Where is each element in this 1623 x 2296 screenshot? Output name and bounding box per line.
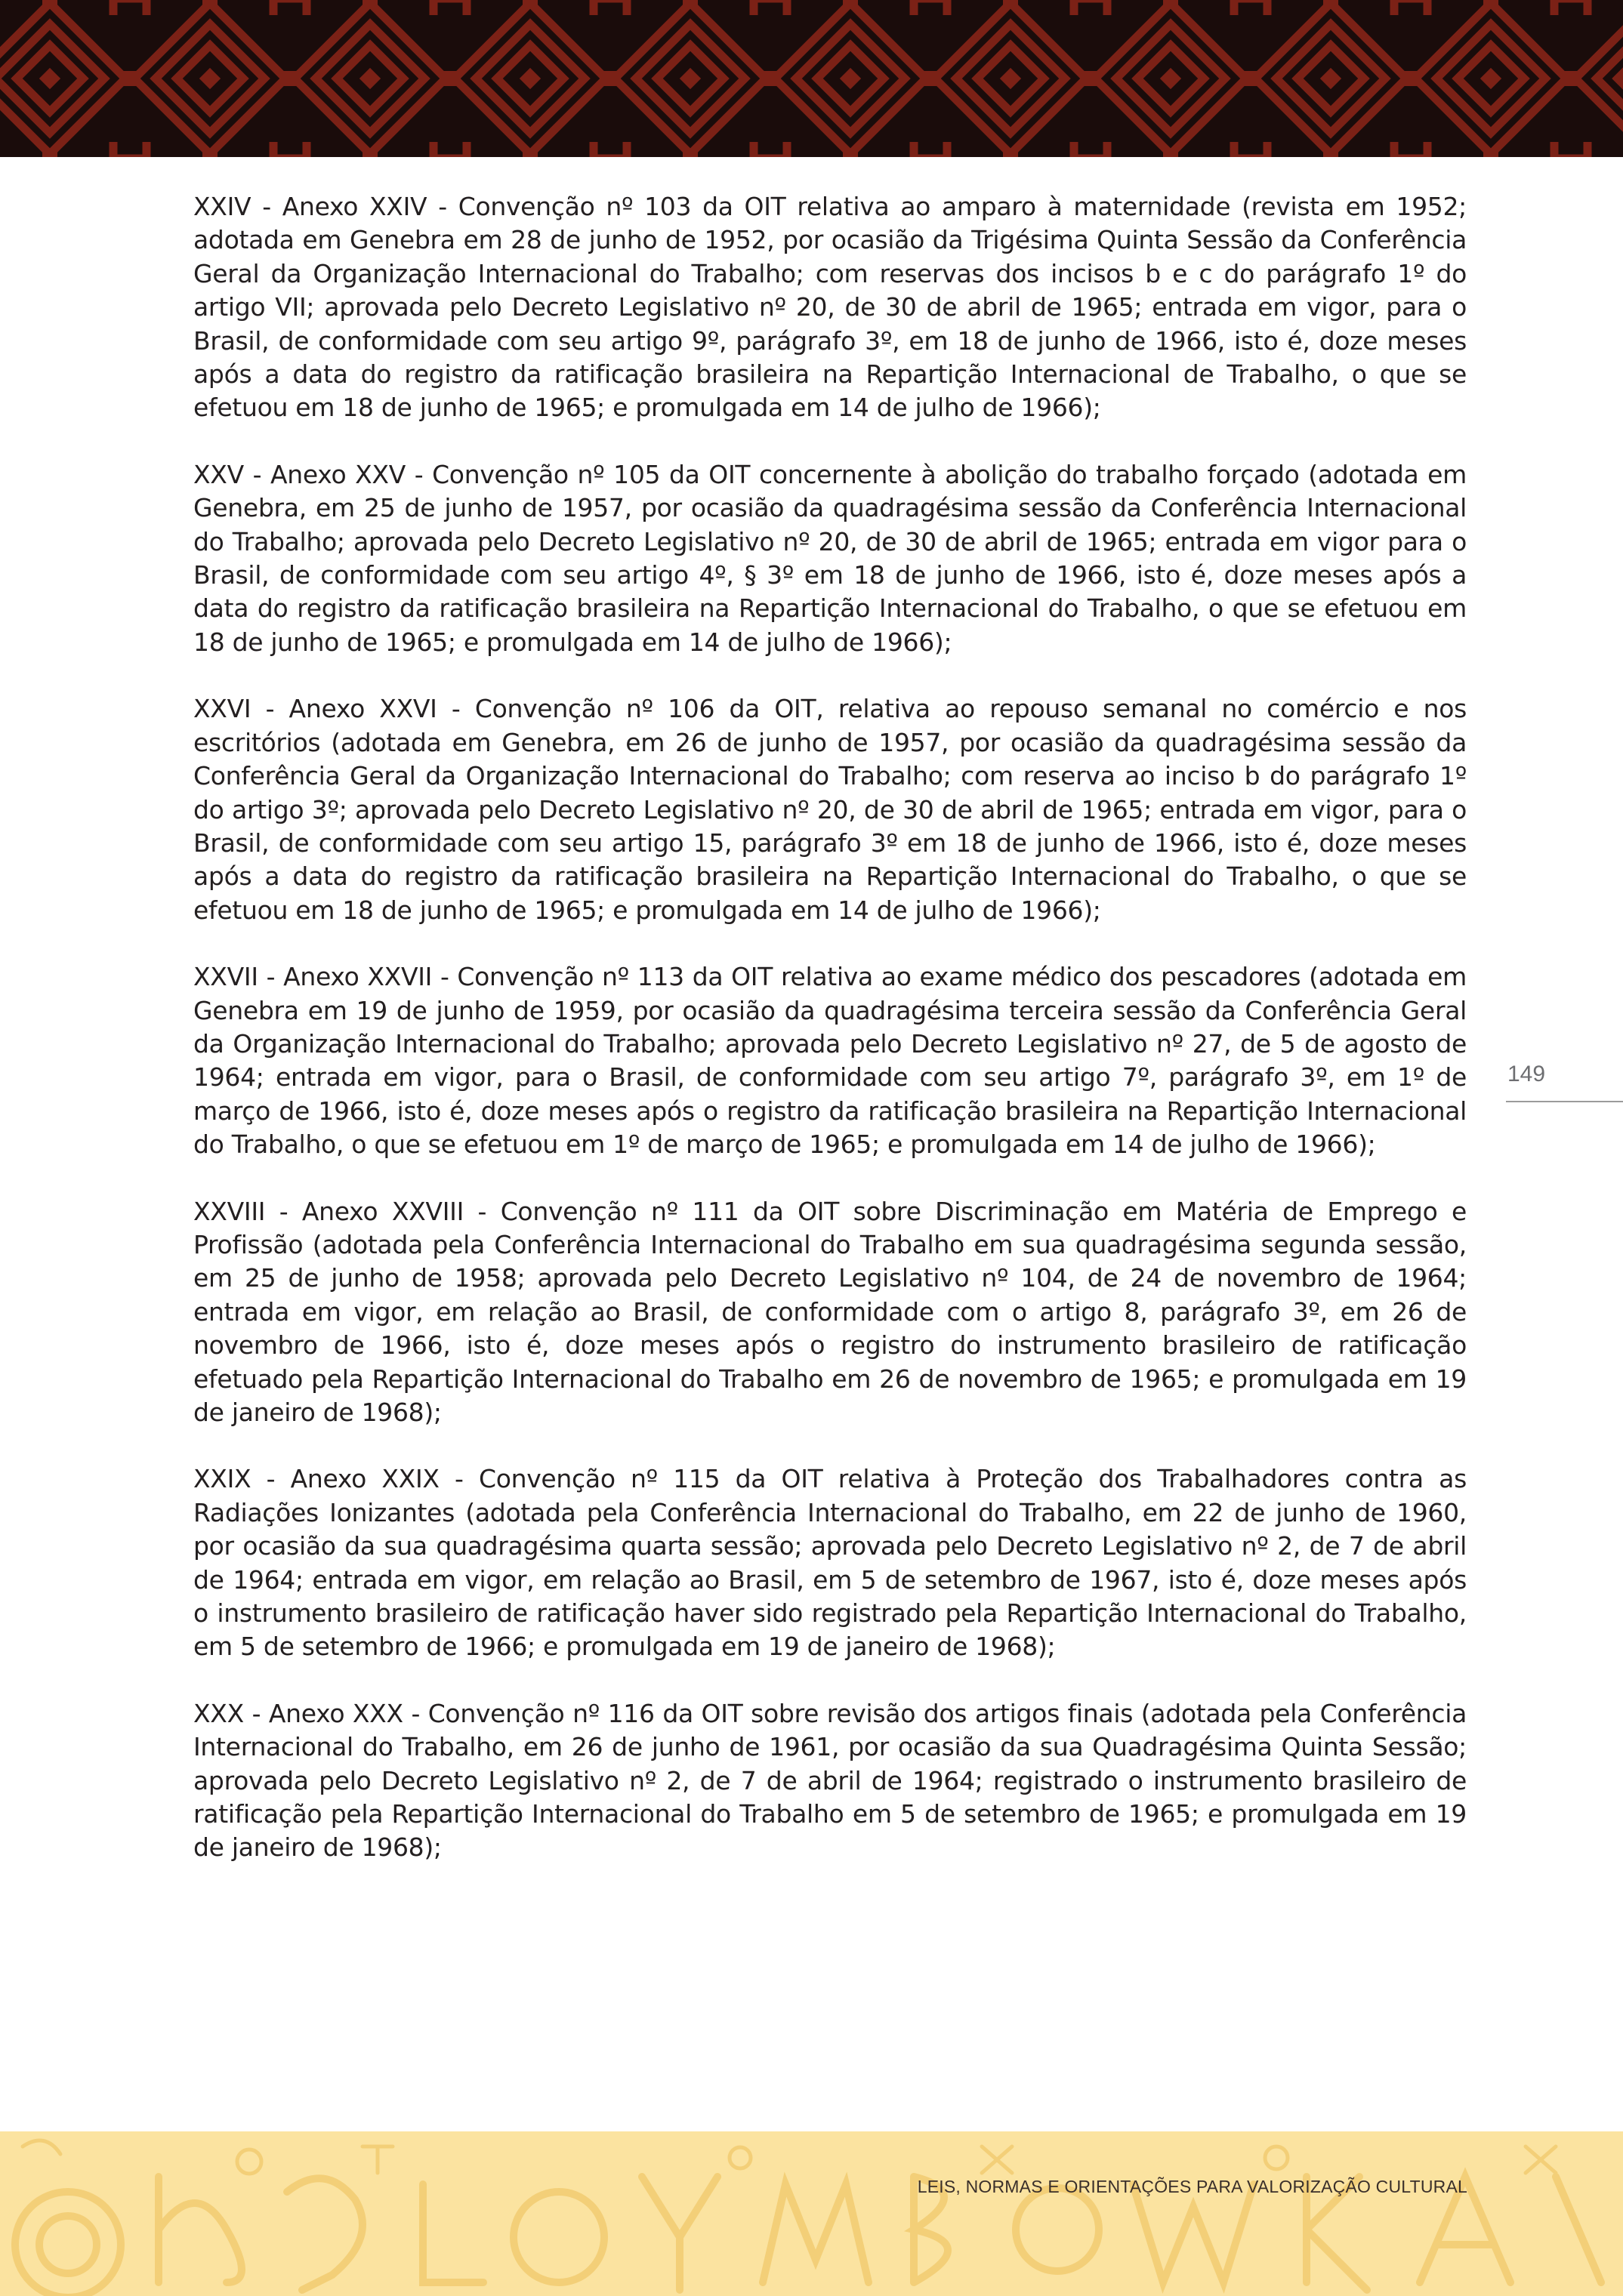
header-pattern-band (0, 0, 1623, 157)
paragraph-xxviii: XXVIII - Anexo XXVIII - Convenção nº 111 da OIT sobre Discriminação em Matéria de Emprego e Profissão (adotada pela Conferência Internacional do Trabalho em sua quadragésima segunda sessão, em 25 de junho de 1958; aprovada pelo Decreto Legislativo nº 104, de 24 de novembro de 1964; entrada em vigor, em relação ao Brasil, de conformidade com o artigo 8, parágrafo 3º, em 26 de novembro de 1966, isto é, doze meses após o registro do instrumento brasileiro de ratificação efetuado pela Repartição Internacional do Trabalho em 26 de novembro de 1965; e promulgada em 19 de janeiro de 1968); (193, 1196, 1467, 1427)
footer-publication-title: LEIS, NORMAS E ORIENTAÇÕES PARA VALORIZAÇÃO CULTURAL (917, 2177, 1467, 2196)
paragraph-xxiv: XXIV - Anexo XXIV - Convenção nº 103 da OIT relativa ao amparo à maternidade (revista em 1952; adotada em Genebra em 28 de junho de 1952, por ocasião da Trigésima Quinta Sessão da Conferência Geral da Organização Internacional do Trabalho; com reservas dos incisos b e c do parágrafo 1º do artigo VII; aprovada pelo Decreto Legislativo nº 20, de 30 de abril de 1965; entrada em vigor, para o Brasil, de conformidade com seu artigo 9º, parágrafo 3º, em 18 de junho de 1966, isto é, doze meses após a data do registro da ratificação brasileira na Repartição Internacional de Trabalho, o que se efetuou em 18 de junho de 1965; e promulgada em 14 de julho de 1966); (193, 192, 1467, 423)
footer-watermark-decoration (0, 2131, 1623, 2296)
page-number-rule (1506, 1101, 1623, 1102)
document-body (193, 190, 1467, 1898)
paragraph-xxx: XXX - Anexo XXX - Convenção nº 116 da OIT sobre revisão dos artigos finais (adotada pela Conferência Internacional do Trabalho, em 26 de junho de 1961, por ocasião da sua Quadragésima Quinta Sessão; aprovada pelo Decreto Legislativo nº 2, de 7 de abril de 1964; registrado o instrumento brasileiro de ratificação pela Repartição Internacional do Trabalho em 5 de setembro de 1965; e promulgada em 19 de janeiro de 1968); (193, 1698, 1467, 1863)
paragraph-xxvii: XXVII - Anexo XXVII - Convenção nº 113 da OIT relativa ao exame médico dos pescadores (adotada em Genebra em 19 de junho de 1959, por ocasião da quadragésima terceira sessão da Conferência Geral da Organização Internacional do Trabalho; aprovada pelo Decreto Legislativo nº 27, de 5 de agosto de 1964; entrada em vigor, para o Brasil, de conformidade com seu artigo 7º, parágrafo 3º, em 1º de março de 1966, isto é, doze meses após o registro da ratificação brasileira na Repartição Internacional do Trabalho, o que se efetuou em 1º de março de 1965; e promulgada em 14 de julho de 1966); (193, 962, 1467, 1160)
geometric-pattern-decoration (0, 0, 1623, 157)
paragraph-xxv: XXV - Anexo XXV - Convenção nº 105 da OIT concernente à abolição do trabalho forçado (adotada em Genebra, em 25 de junho de 1957, por ocasião da quadragésima sessão da Conferência Internacional do Trabalho; aprovada pelo Decreto Legislativo nº 20, de 30 de abril de 1965; entrada em vigor para o Brasil, de conformidade com seu artigo 4º, § 3º em 18 de junho de 1966, isto é, doze meses após a data do registro da ratificação brasileira na Repartição Internacional do Trabalho, o que se efetuou em 18 de junho de 1965; e promulgada em 14 de julho de 1966); (193, 459, 1467, 657)
page-number: 149 (1507, 1062, 1546, 1086)
paragraph-xxix: XXIX - Anexo XXIX - Convenção nº 115 da OIT relativa à Proteção dos Trabalhadores contra as Radiações Ionizantes (adotada pela Conferência Internacional do Trabalho, em 22 de junho de 1960, por ocasião da sua quadragésima quarta sessão; aprovada pelo Decreto Legislativo nº 2, de 7 de abril de 1964; entrada em vigor, em relação ao Brasil, em 5 de setembro de 1967, isto é, doze meses após o instrumento brasileiro de ratificação haver sido registrado pela Repartição Internacional do Trabalho, em 5 de setembro de 1966; e promulgada em 19 de janeiro de 1968); (193, 1464, 1467, 1662)
footer-band (0, 2131, 1623, 2296)
paragraph-xxvi: XXVI - Anexo XXVI - Convenção nº 106 da OIT, relativa ao repouso semanal no comércio e nos escritórios (adotada em Genebra, em 26 de junho de 1957, por ocasião da quadragésima sessão da Conferência Geral da Organização Internacional do Trabalho; com reserva ao inciso b do parágrafo 1º do artigo 3º; aprovada pelo Decreto Legislativo nº 20, de 30 de abril de 1965; entrada em vigor, para o Brasil, de conformidade com seu artigo 15, parágrafo 3º em 18 de junho de 1966, isto é, doze meses após a data do registro da ratificação brasileira na Repartição Internacional do Trabalho, o que se efetuou em 18 de junho de 1965; e promulgada em 14 de julho de 1966); (193, 694, 1467, 925)
